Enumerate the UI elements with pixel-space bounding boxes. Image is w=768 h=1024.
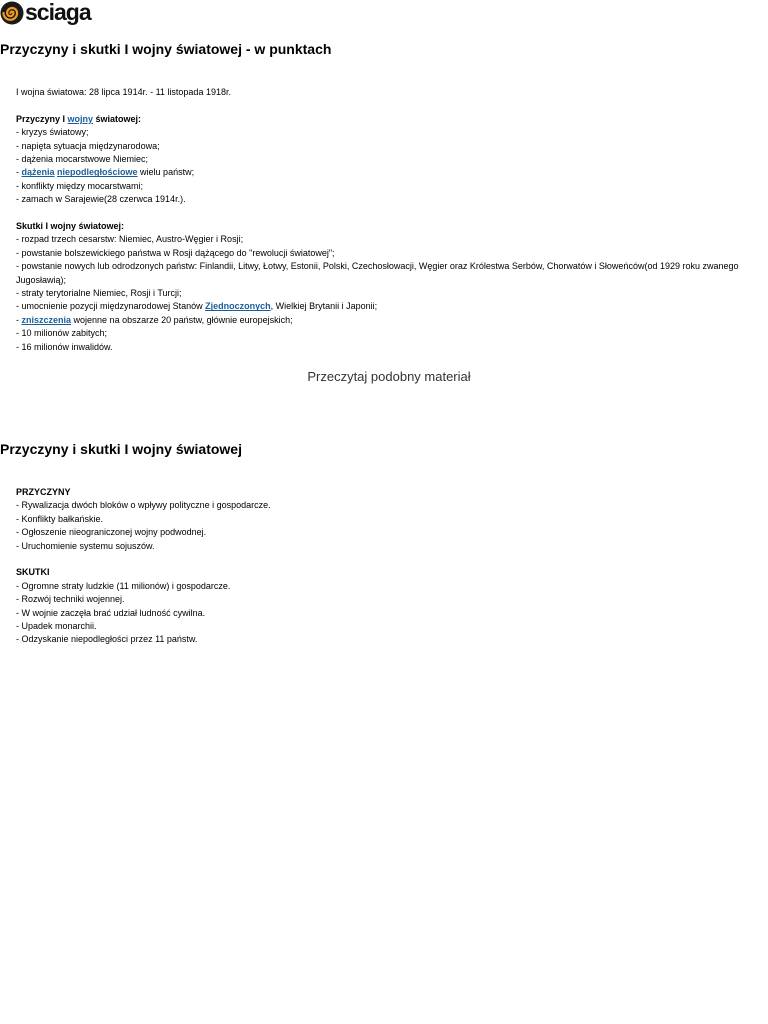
causes-heading: Przyczyny I wojny światowej: bbox=[16, 113, 142, 124]
list-item: - konflikty między mocarstwami; bbox=[16, 180, 144, 191]
article-title: Przyczyny i skutki I wojny światowej - w punktach bbox=[0, 41, 332, 57]
effects-heading: Skutki I wojny światowej: bbox=[16, 221, 125, 232]
link-wojny[interactable]: wojny bbox=[67, 113, 94, 124]
article-content bbox=[16, 486, 746, 647]
list-item: - rozpad trzech cesarstw: Niemiec, Austro-Węgier i Rosji; bbox=[16, 234, 244, 245]
list-item: - dążenia mocarstwowe Niemiec; bbox=[16, 154, 149, 165]
causes-heading: PRZYCZYNY bbox=[16, 487, 71, 497]
list-item: - zamach w Sarajewie(28 czerwca 1914r.). bbox=[16, 194, 186, 205]
list-item: - umocnienie pozycji międzynarodowej Stanów Zjednoczonych, Wielkiej Brytanii i Japonii; bbox=[16, 301, 378, 312]
list-item: - straty terytorialne Niemiec, Rosji i Turcji; bbox=[16, 288, 182, 299]
list-item: - powstanie bolszewickiego państwa w Rosji dążącego do "rewolucji światowej"; bbox=[16, 247, 335, 258]
list-item: - napięta sytuacja międzynarodowa; bbox=[16, 140, 160, 151]
list-item: - Ogłoszenie nieograniczonej wojny podwodnej. bbox=[16, 527, 207, 538]
link-dazenia[interactable]: dążenia bbox=[21, 167, 55, 178]
list-item: - dążenia niepodległościowe wielu państw; bbox=[16, 167, 195, 178]
link-zjednoczonych[interactable]: Zjednoczonych bbox=[205, 301, 271, 312]
list-item: - W wojnie zaczęła brać udział ludność cywilna. bbox=[16, 607, 206, 618]
list-item: - Ogromne straty ludzkie (11 milionów) i gospodarcze. bbox=[16, 580, 231, 591]
site-logo[interactable] bbox=[0, 0, 96, 26]
list-item: - Konflikty bałkańskie. bbox=[16, 513, 104, 524]
list-item: - zniszczenia wojenne na obszarze 20 państw, głównie europejskich; bbox=[16, 314, 293, 325]
effects-heading: SKUTKI bbox=[16, 567, 50, 578]
link-zniszczenia[interactable]: zniszczenia bbox=[21, 314, 72, 325]
read-similar-link[interactable]: Przeczytaj podobny materiał bbox=[307, 369, 471, 384]
article-title: Przyczyny i skutki I wojny światowej bbox=[0, 441, 242, 457]
list-item: - Rywalizacja dwóch bloków o wpływy polityczne i gospodarcze. bbox=[16, 500, 271, 511]
list-item: - 10 milionów zabitych; bbox=[16, 328, 108, 339]
list-item: - Rozwój techniki wojennej. bbox=[16, 594, 125, 605]
article-content bbox=[16, 86, 746, 354]
link-niepodleglosciowe[interactable]: niepodległościowe bbox=[57, 167, 138, 178]
list-item: - Uruchomienie systemu sojuszów. bbox=[16, 540, 155, 551]
list-item: - Upadek monarchii. bbox=[16, 621, 97, 632]
list-item: - kryzys światowy; bbox=[16, 127, 89, 138]
spiral-logo-icon bbox=[0, 1, 24, 25]
list-item: - 16 milionów inwalidów. bbox=[16, 341, 113, 352]
logo-text: sciaga bbox=[25, 0, 91, 25]
list-item: - powstanie nowych lub odrodzonych państw: Finlandii, Litwy, Łotwy, Estonii, Polski, Czechosłowacji, Węgier oraz Królestwa Serbów, Chorwatów i Słoweńców(od 1929 roku zwanego Jugosławią); bbox=[16, 261, 739, 285]
list-item: - Odzyskanie niepodległości przez 11 państw. bbox=[16, 634, 198, 645]
war-dates: I wojna światowa: 28 lipca 1914r. - 11 listopada 1918r. bbox=[16, 87, 231, 97]
